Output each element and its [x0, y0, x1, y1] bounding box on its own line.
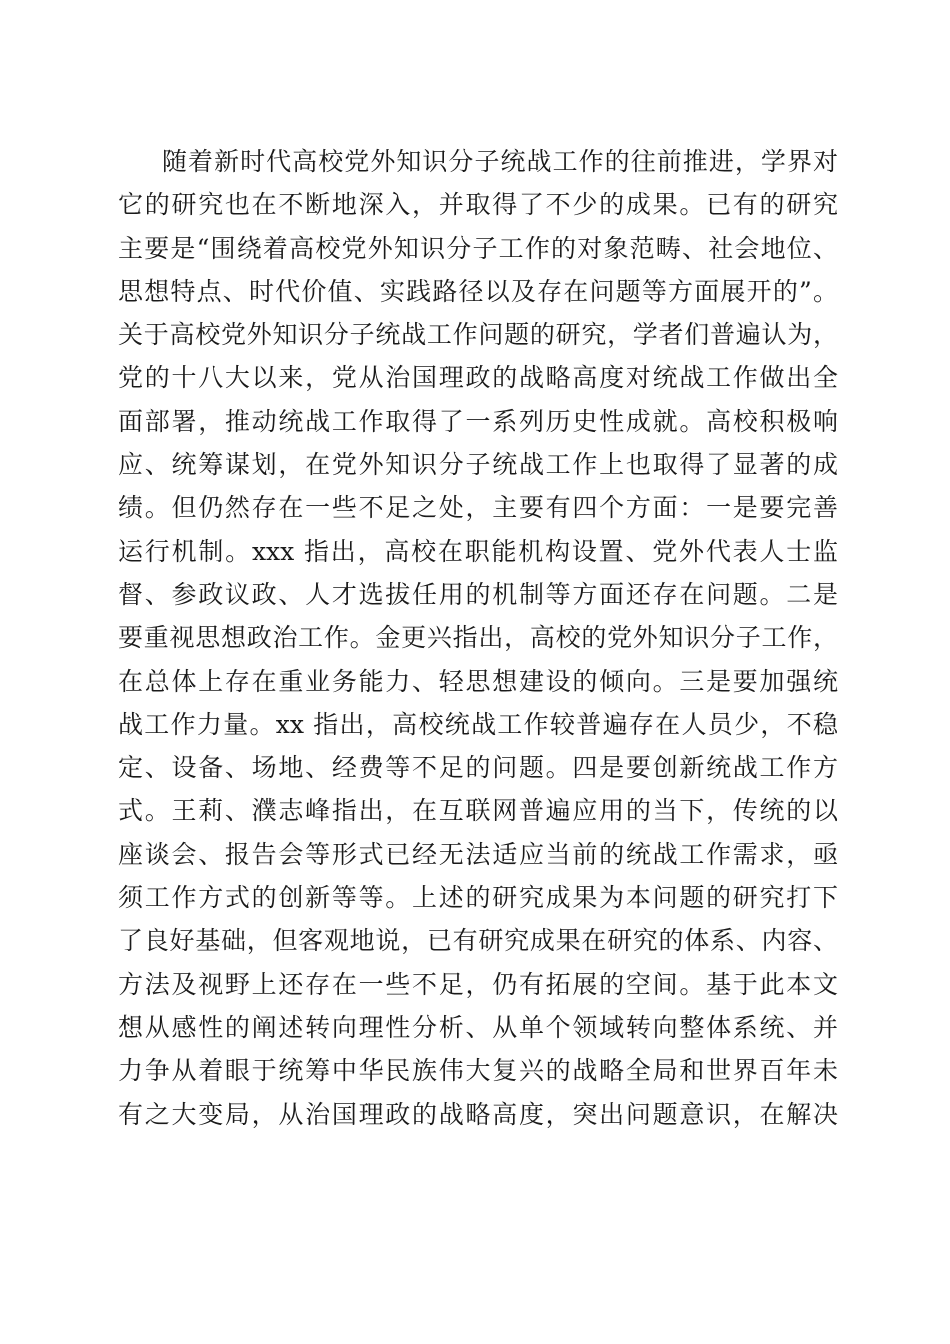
body-paragraph [118, 140, 838, 1136]
paragraph-line: 随着新时代高校党外知识分子统战工作的往前推进，学界对 [162, 147, 838, 176]
paragraph-line: 面部署，推动统战工作取得了一系列历史性成就。高校积极响 [118, 406, 838, 436]
paragraph-line: 了良好基础，但客观地说，已有研究成果在研究的体系、内容、 [118, 926, 838, 956]
paragraph-line: 力争从着眼于统筹中华民族伟大复兴的战略全局和世界百年未 [118, 1056, 838, 1086]
paragraph-line: 在总体上存在重业务能力、轻思想建设的倾向。三是要加强统 [118, 666, 838, 696]
paragraph-line: 督、参政议政、人才选拔任用的机制等方面还存在问题。二是 [118, 579, 838, 609]
paragraph-line: 党的十八大以来，党从治国理政的战略高度对统战工作做出全 [118, 363, 838, 393]
paragraph-line: 方法及视野上还存在一些不足，仍有拓展的空间。基于此本文 [118, 969, 838, 999]
paragraph-line: 定、设备、场地、经费等不足的问题。四是要创新统战工作方 [118, 753, 838, 783]
paragraph-line: 须工作方式的创新等等。上述的研究成果为本问题的研究打下 [118, 883, 838, 913]
paragraph-line: 主要是“围绕着高校党外知识分子工作的对象范畴、社会地位、 [118, 233, 838, 263]
paragraph-line: 有之大变局，从治国理政的战略高度，突出问题意识，在解决 [118, 1099, 838, 1129]
paragraph-line: 思想特点、时代价值、实践路径以及存在问题等方面展开的”。 [118, 276, 838, 306]
paragraph-line: 座谈会、报告会等形式已经无法适应当前的统战工作需求，亟 [118, 839, 838, 869]
paragraph-line: 战工作力量。xx 指出，高校统战工作较普遍存在人员少，不稳 [118, 709, 838, 739]
paragraph-line: 式。王莉、濮志峰指出，在互联网普遍应用的当下，传统的以 [118, 796, 838, 826]
paragraph-line: 要重视思想政治工作。金更兴指出，高校的党外知识分子工作， [118, 623, 838, 653]
paragraph-line: 绩。但仍然存在一些不足之处，主要有四个方面：一是要完善 [118, 493, 838, 523]
paragraph-line: 想从感性的阐述转向理性分析、从单个领域转向整体系统、并 [118, 1012, 838, 1042]
paragraph-line: 应、统筹谋划，在党外知识分子统战工作上也取得了显著的成 [118, 450, 838, 480]
paragraph-line: 运行机制。xxx 指出，高校在职能机构设置、党外代表人士监 [118, 536, 838, 566]
paragraph-line: 关于高校党外知识分子统战工作问题的研究，学者们普遍认为， [118, 320, 838, 350]
paragraph-line: 它的研究也在不断地深入，并取得了不少的成果。已有的研究 [118, 190, 838, 220]
